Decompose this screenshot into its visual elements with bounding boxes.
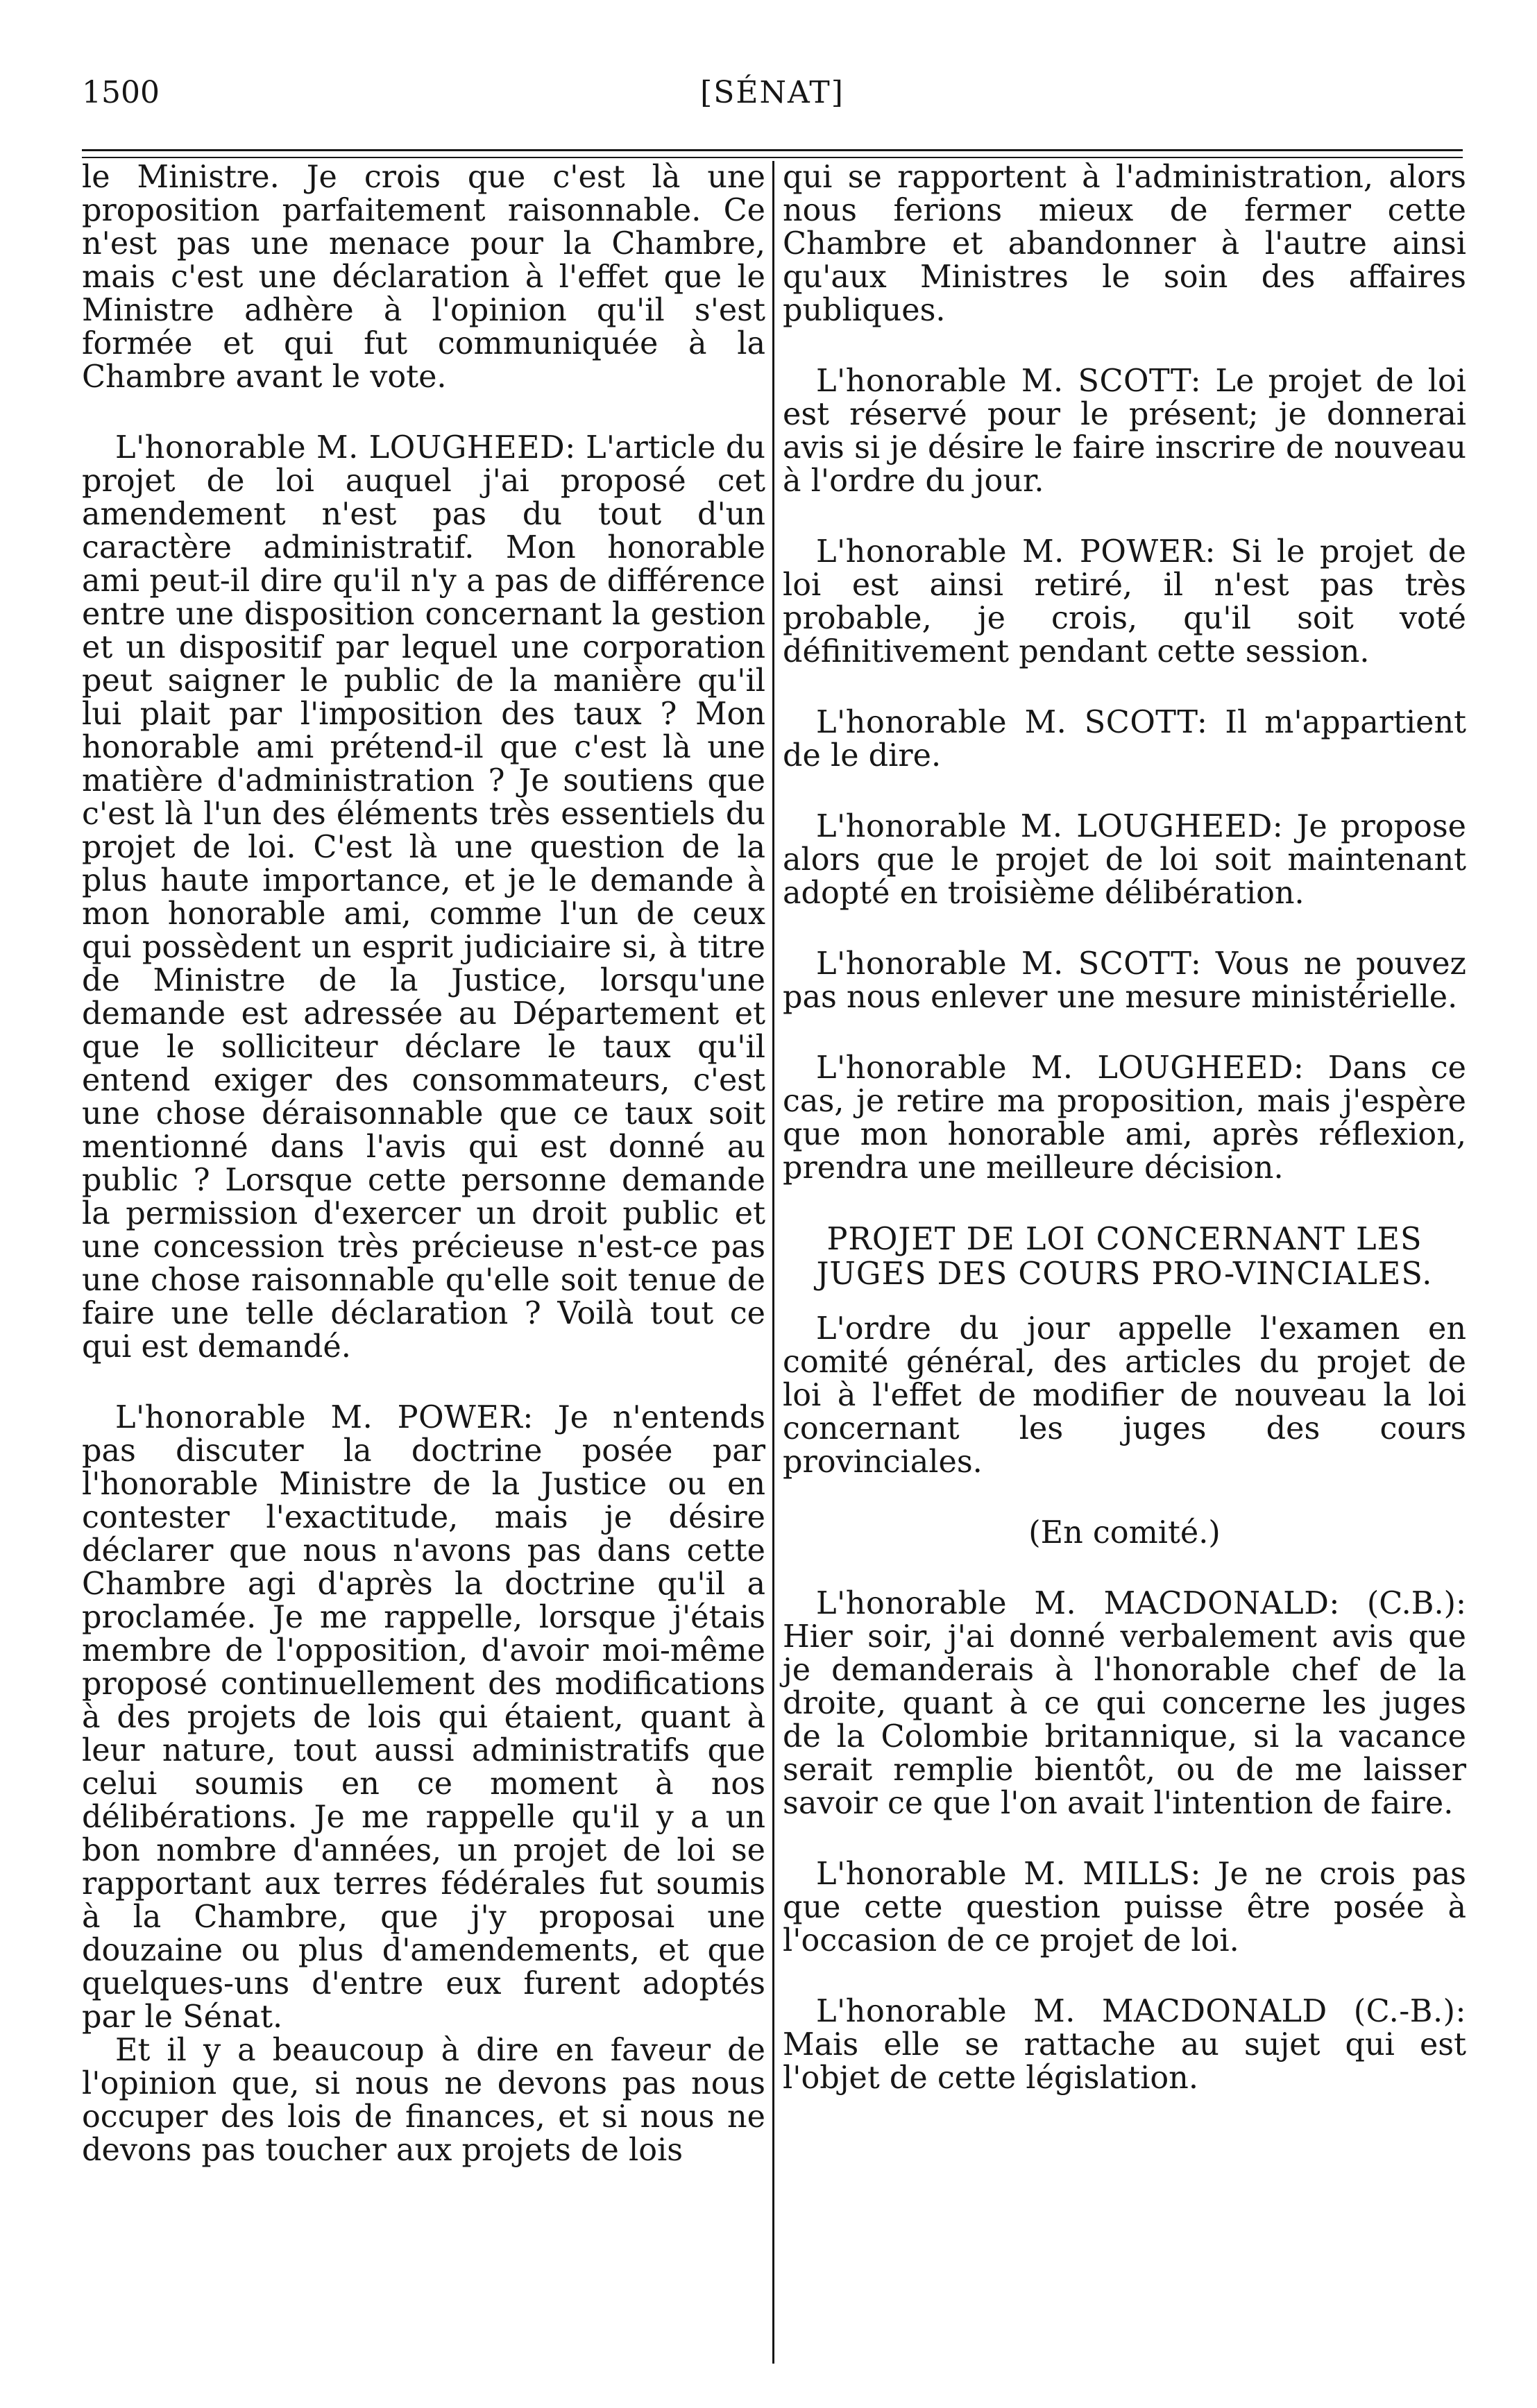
paragraph-text: Le projet de loi est réservé pour le présent; je donnerai avis si je désire le faire inscrire de nouveau à l'ordre du jour. — [783, 364, 1467, 499]
right-column — [783, 161, 1466, 2374]
paragraph — [783, 1858, 1466, 1958]
speaker-name: L'honorable M. SCOTT: — [816, 364, 1202, 399]
paragraph-text: Je propose alors que le projet de loi soit maintenant adopté en troisième délibération. — [783, 809, 1467, 911]
paragraph — [783, 1052, 1466, 1185]
speaker-name: L'honorable M. SCOTT: — [816, 946, 1202, 982]
column-divider — [772, 161, 774, 2364]
speaker-name: L'honorable M. MILLS: — [816, 1856, 1201, 1892]
paragraph-text: Je n'entends pas discuter la doctrine posée par l'honorable Ministre de la Justice ou en contester l'exactitude, mais je désire déclarer que nous n'avons pas dans cette Chambre agi d'après la doctrine qu'il a proclamée. Je me rappelle, lorsque j'étais membre de l'opposition, d'avoir moi-même proposé continuellement des modifications à des projets de lois qui étaient, quant à leur nature, tout aussi administratifs que celui soumis en ce moment à nos délibérations. Je me rappelle qu'il y a un bon nombre d'années, un projet de loi se rapportant aux terres fédérales fut soumis à la Chambre, que j'y proposai une douzaine ou plus d'amendements, et que quelques-uns d'entre eux furent adoptés par le Sénat. — [82, 1400, 765, 2035]
speaker-name: L'honorable M. POWER: — [115, 1400, 534, 1435]
paragraph — [783, 536, 1466, 669]
paragraph-text: Et il y a beaucoup à dire en faveur de l'opinion que, si nous ne devons pas nous occuper des lois de finances, et si nous ne devons pas toucher aux projets de lois — [82, 2033, 765, 2168]
speaker-name: L'honorable M. LOUGHEED: — [816, 809, 1284, 844]
paragraph-text: (C.B.): Hier soir, j'ai donné verbalement avis que je demanderais à l'honorable chef de la droite, quant à ce qui concerne les juges de la Colombie britannique, si la vacance serait remplie bientôt, ou de me laisser savoir ce que l'on avait l'intention de faire. — [783, 1586, 1466, 1821]
left-column — [82, 161, 765, 2374]
paragraph — [82, 161, 765, 394]
paragraph — [783, 706, 1466, 773]
paragraph-text: le Ministre. Je crois que c'est là une proposition parfaitement raisonnable. Ce n'est pas une menace pour la Chambre, mais c'est une déclaration à l'effet que le Ministre adhère à l'opinion qu'il s'est formée et qui fut communiquée à la Chambre avant le vote. — [82, 160, 765, 395]
running-head: [SÉNAT] — [700, 75, 844, 110]
stage-direction: (En comité.) — [1028, 1515, 1221, 1551]
paragraph-text: Vous ne pouvez pas nous enlever une mesure ministérielle. — [783, 946, 1466, 1015]
section-title: PROJET DE LOI CONCERNANT LES JUGES DES COURS PRO-VINCIALES. — [816, 1222, 1433, 1292]
paragraph-text: Je ne crois pas que cette question puisse être posée à l'occasion de ce projet de loi. — [783, 1856, 1466, 1958]
paragraph — [783, 1587, 1466, 1820]
speaker-name: L'honorable M. LOUGHEED: — [816, 1050, 1305, 1086]
paragraph — [783, 161, 1466, 327]
paragraph-text: qui se rapportent à l'administration, alors nous ferions mieux de fermer cette Chambre et abandonner à l'autre ainsi qu'aux Ministres le soin des affaires publiques. — [783, 160, 1466, 328]
paragraph-text: Si le projet de loi est ainsi retiré, il n'est pas très probable, je crois, qu'il soit voté définitivement pendant cette session. — [783, 534, 1466, 669]
paragraph — [82, 1401, 765, 2034]
speaker-name: L'honorable M. MACDONALD: — [816, 1586, 1340, 1621]
paragraph — [783, 1313, 1466, 1479]
header-rule-top — [82, 149, 1463, 151]
header-rule-bottom — [82, 157, 1463, 158]
speaker-name: L'honorable M. POWER: — [816, 534, 1216, 570]
paragraph-text: L'article du projet de loi auquel j'ai proposé cet amendement n'est pas du tout d'un caractère administratif. Mon honorable ami peut-il dire qu'il n'y a pas de différence entre une disposition concernant la gestion et un dispositif par lequel une corporation peut saigner le public de la manière qu'il lui plait par l'imposition des taux ? Mon honorable ami prétend-il que c'est là une matière d'administration ? Je soutiens que c'est là l'un des éléments très essentiels du projet de loi. C'est là une question de la plus haute importance, et je le demande à mon honorable ami, comme l'un de ceux qui possèdent un esprit judiciaire si, à titre de Ministre de la Justice, lorsqu'une demande est adressée au Département et que le solliciteur déclare le taux qu'il entend exiger des consommateurs, c'est une chose déraisonnable que ce taux soit mentionné dans l'avis qui est donné au public ? Lorsque cette personne demande la permission d'exercer un droit public et une concession très précieuse n'est-ce pas une chose raisonnable qu'elle soit tenue de faire une telle déclaration ? Voilà tout ce qui est demandé. — [82, 430, 765, 1365]
paragraph — [783, 365, 1466, 498]
paragraph — [82, 2034, 765, 2167]
paragraph-text: Il m'appartient de le dire. — [783, 705, 1466, 774]
paragraph-text: Dans ce cas, je retire ma proposition, mais j'espère que mon honorable ami, après réflexion, prendra une meilleure décision. — [783, 1050, 1466, 1186]
speaker-name: L'honorable M. LOUGHEED: — [115, 430, 576, 466]
speaker-name: L'honorable M. MACDONALD (C.-B.): — [816, 1994, 1466, 2029]
page-header — [82, 72, 1463, 114]
page-number: 1500 — [82, 75, 160, 110]
paragraph — [783, 948, 1466, 1014]
paragraph-text: L'ordre du jour appelle l'examen en comité général, des articles du projet de loi à l'effet de modifier de nouveau la loi concernant les juges des cours provinciales. — [783, 1311, 1466, 1480]
speaker-name: L'honorable M. SCOTT: — [816, 705, 1208, 740]
paragraph — [82, 432, 765, 1364]
paragraph-text: Mais elle se rattache au sujet qui est l'objet de cette législation. — [783, 2027, 1466, 2096]
paragraph — [783, 1995, 1466, 2095]
paragraph — [783, 810, 1466, 910]
